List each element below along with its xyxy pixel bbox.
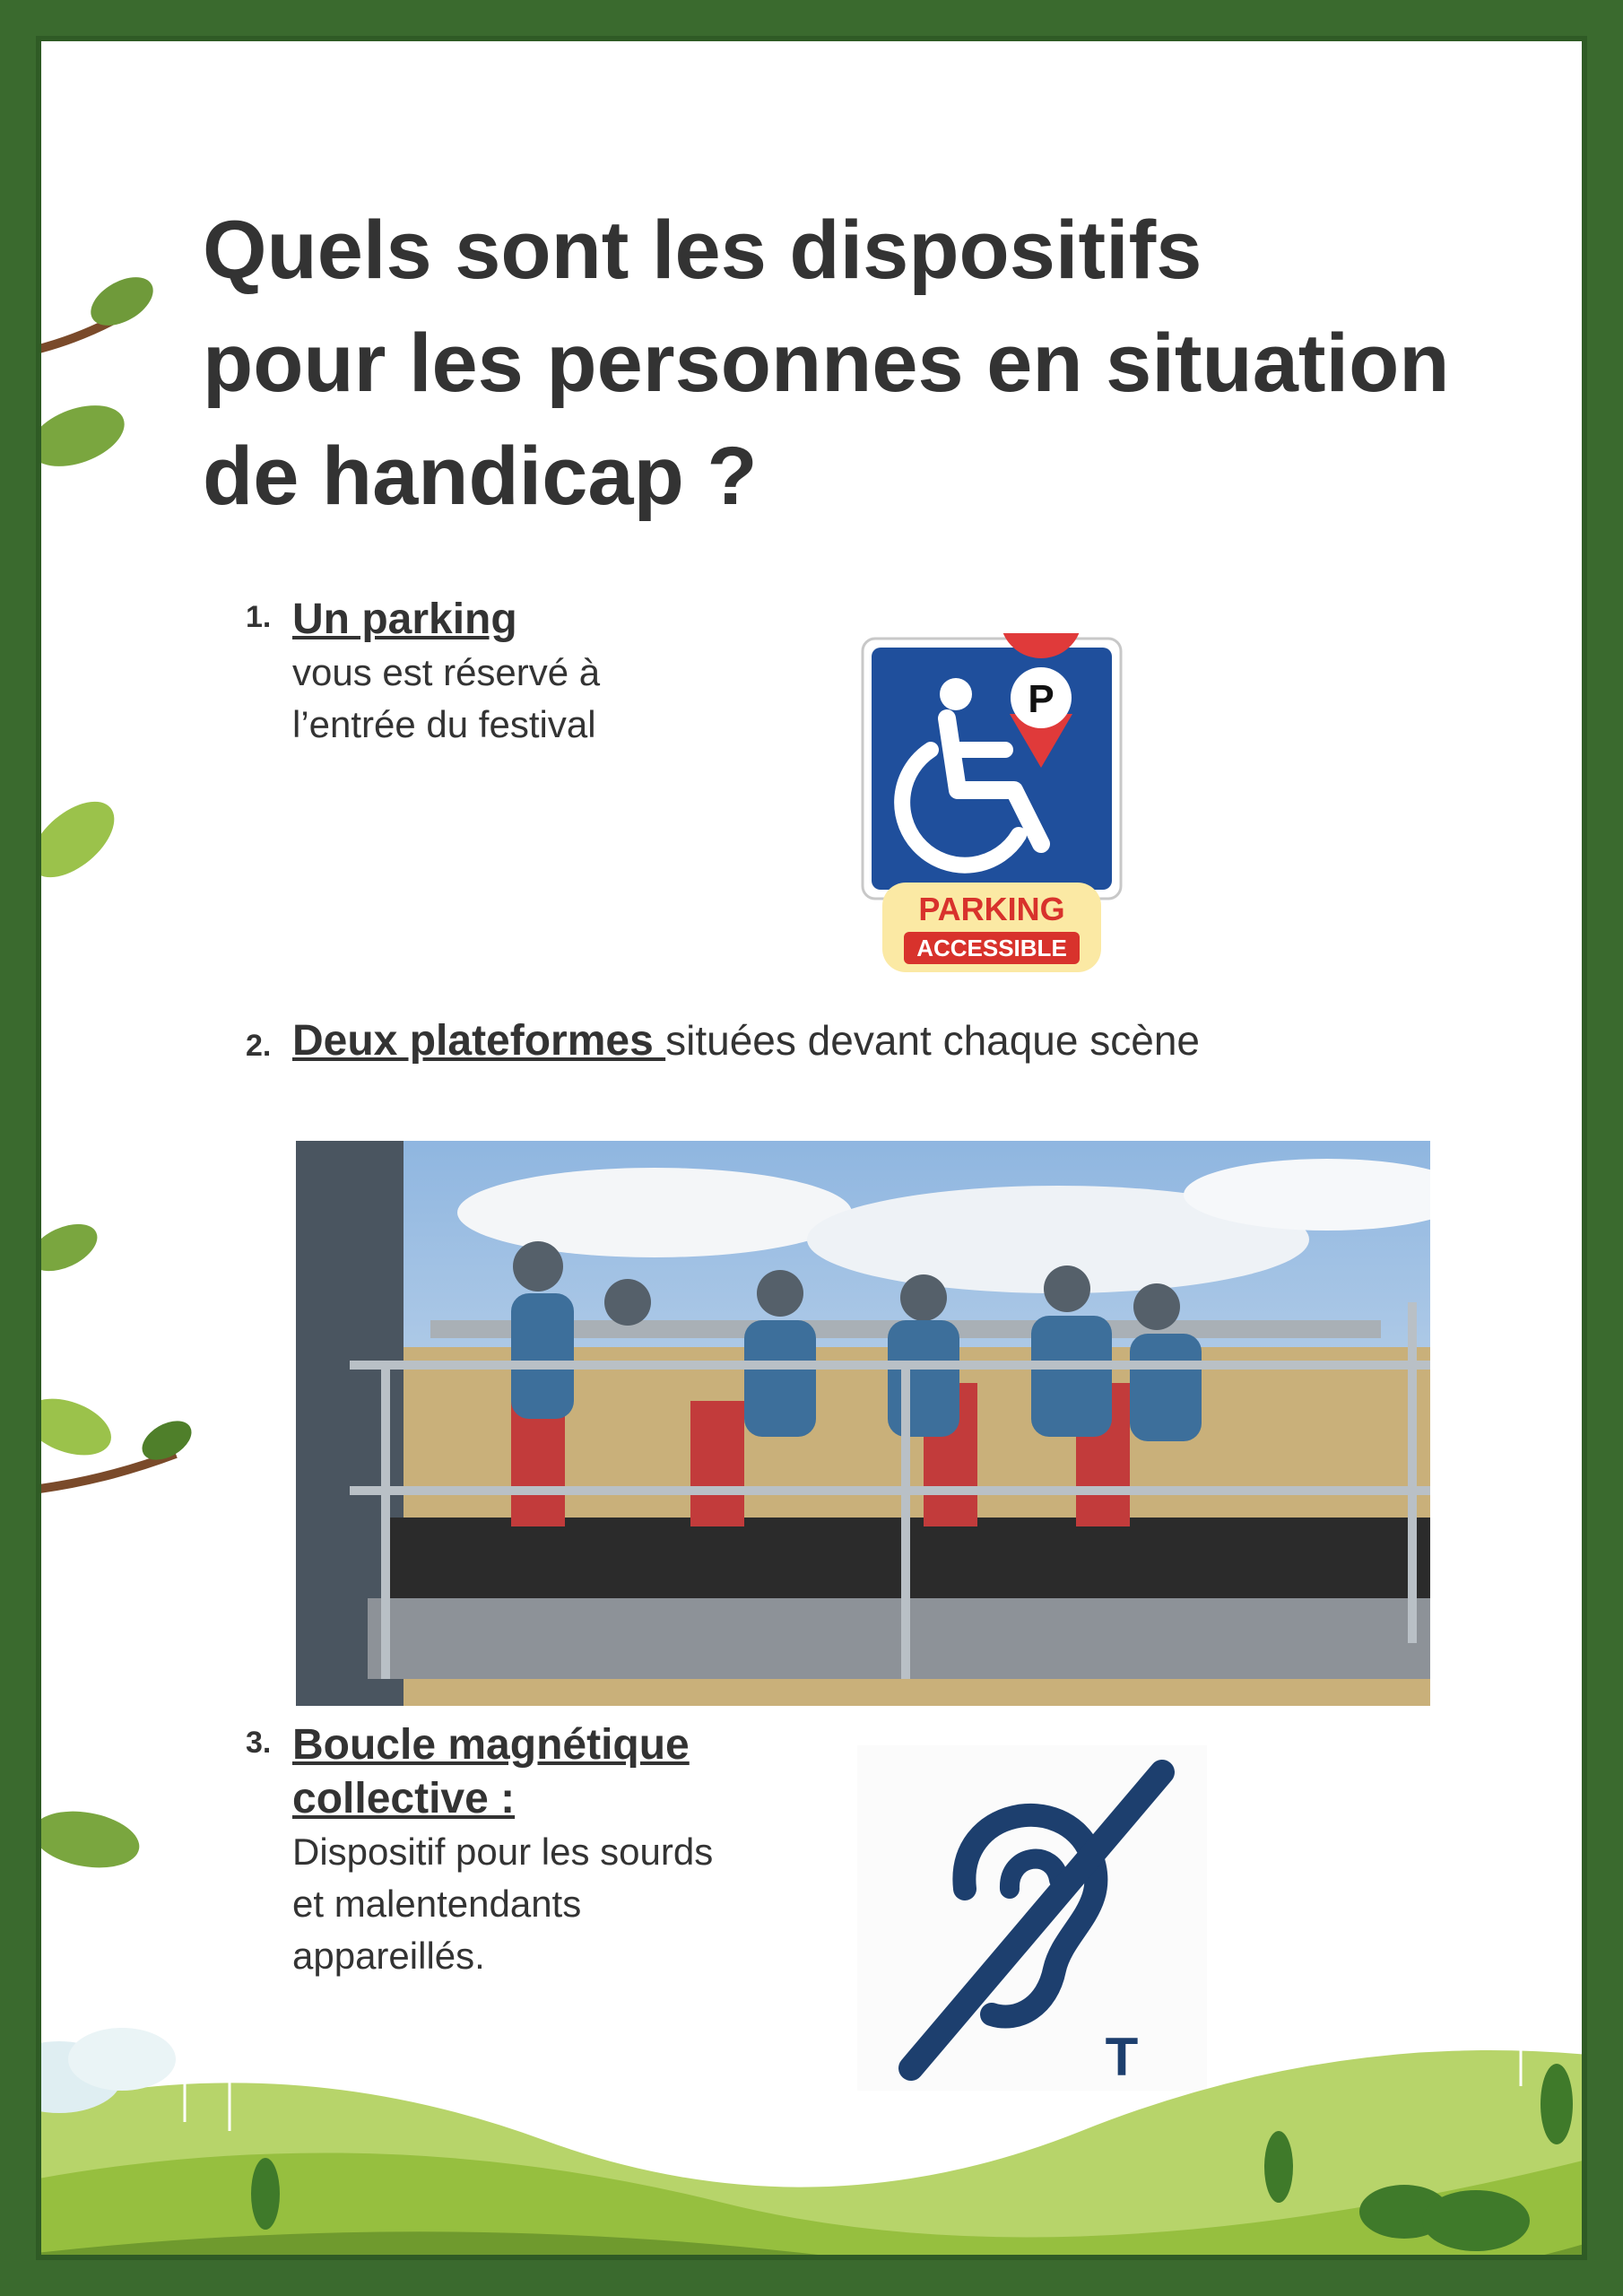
list-number: 1.	[246, 600, 272, 634]
banner-top-text: PARKING	[918, 891, 1065, 927]
banner-bottom-text: ACCESSIBLE	[916, 935, 1067, 961]
platform-photo	[296, 1141, 1430, 1706]
accessible-parking-sign-icon	[857, 633, 1126, 983]
loop-letter: T	[1105, 2027, 1139, 2087]
landscape-decoration	[36, 2005, 1587, 2260]
page-title-line: pour les personnes en situation	[203, 317, 1450, 409]
list-item-platforms	[246, 1014, 1411, 1068]
leaf-decoration-icon	[36, 777, 131, 902]
pin-letter: P	[1028, 677, 1055, 721]
leaf-decoration-icon	[36, 1207, 113, 1288]
list-number: 3.	[246, 1726, 272, 1760]
list-body-line: et malentendants	[292, 1883, 582, 1925]
leaf-decoration-icon	[36, 1378, 194, 1512]
leaf-decoration-icon	[36, 265, 167, 481]
page-title-line: Quels sont les dispositifs	[203, 204, 1202, 296]
list-body	[292, 1826, 838, 1982]
list-number: 2.	[246, 1029, 272, 1063]
list-body-line: l’entrée du festival	[292, 703, 596, 745]
document-page	[36, 36, 1587, 2260]
list-body	[292, 647, 820, 751]
page-title	[203, 194, 1530, 533]
leaf-decoration-icon	[36, 1799, 149, 1880]
list-body-line: appareillés.	[292, 1935, 485, 1977]
list-body-line: vous est réservé à	[292, 651, 601, 693]
list-heading: Un parking	[292, 596, 517, 643]
list-heading: collective :	[292, 1775, 516, 1822]
list-heading: Boucle magnétique	[292, 1721, 690, 1769]
page-title-line: de handicap ?	[203, 430, 758, 522]
list-inline-text: situées devant chaque scène	[665, 1017, 1201, 1064]
list-item-magnetic-loop	[246, 1718, 838, 1982]
list-body-line: Dispositif pour les sourds	[292, 1831, 714, 1873]
list-heading: Deux plateformes	[292, 1017, 666, 1065]
list-item-parking	[246, 593, 820, 751]
